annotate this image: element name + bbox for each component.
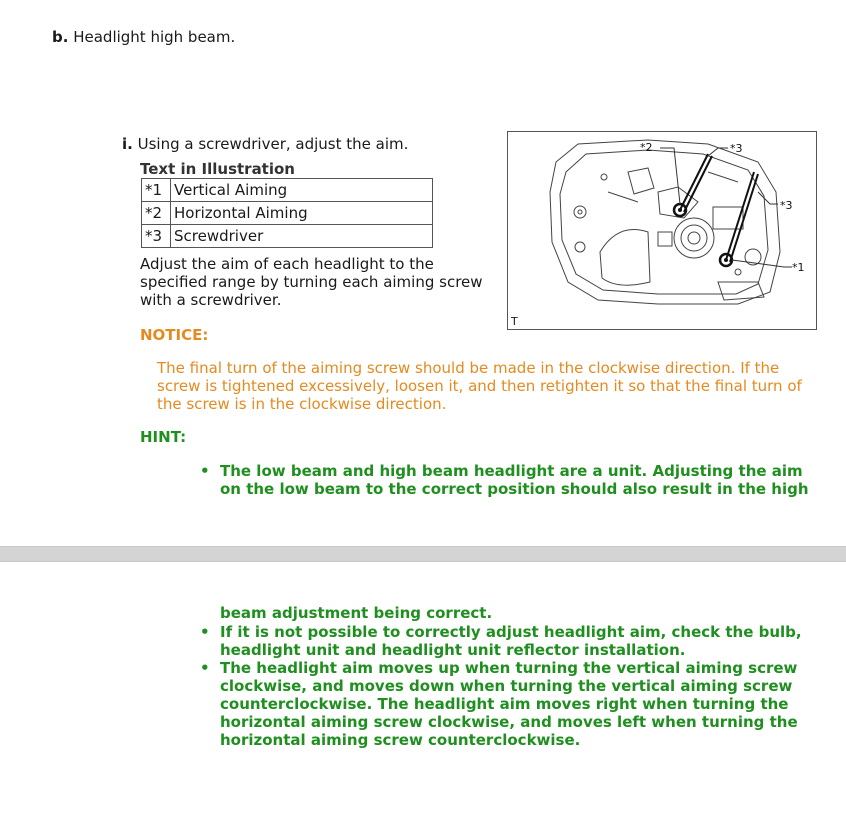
- step-b-text: Headlight high beam.: [73, 28, 236, 46]
- hint-heading: HINT:: [140, 428, 187, 446]
- hint-item-2: If it is not possible to correctly adjust headlight aim, check the bulb, headlight unit and headlight unit reflector installation.: [220, 623, 802, 659]
- legend-key: *3: [142, 225, 171, 248]
- legend-key: *2: [142, 202, 171, 225]
- step-i: [122, 135, 408, 153]
- table-row: [142, 225, 433, 248]
- callout-2: *2: [640, 141, 653, 154]
- step-b: [52, 28, 235, 46]
- hint-item-1-part2: beam adjustment being correct.: [220, 604, 493, 622]
- legend-value: Vertical Aiming: [171, 179, 433, 202]
- screwdriver-lines: [680, 154, 758, 262]
- table-row: [142, 179, 433, 202]
- hint-item-3: The headlight aim moves up when turning the vertical aiming screw clockwise, and moves down when turning the vertical aiming screw counterclockwise. The headlight aim moves right when turning the horizontal aiming screw clockwise, and moves left when turning the horizontal aiming screw counterclockwise.: [220, 659, 798, 749]
- illustration-title: Text in Illustration: [140, 160, 295, 178]
- notice-heading: NOTICE:: [140, 326, 209, 344]
- legend-key: *1: [142, 179, 171, 202]
- hint-item-1-part1: The low beam and high beam headlight are a unit. Adjusting the aim on the low beam to the correct position should also result in the high: [220, 462, 809, 498]
- legend-value: Screwdriver: [171, 225, 433, 248]
- adjust-instruction: Adjust the aim of each headlight to the specified range by turning each aiming screw with a screwdriver.: [140, 255, 483, 309]
- table-row: [142, 202, 433, 225]
- page-separator: [0, 546, 846, 562]
- legend-value: Horizontal Aiming: [171, 202, 433, 225]
- step-i-label: i.: [122, 135, 133, 153]
- bullet-3: •: [200, 659, 210, 677]
- bullet-2: •: [200, 623, 210, 641]
- callout-1: *1: [792, 261, 805, 274]
- callout-3b: *3: [780, 199, 793, 212]
- step-i-text: Using a screwdriver, adjust the aim.: [137, 135, 409, 153]
- illustration-legend-table: [141, 178, 433, 248]
- notice-body: The final turn of the aiming screw should be made in the clockwise direction. If the screw is tightened excessively, loosen it, and then retighten it so that the final turn of the screw is in the clockwise direction.: [157, 359, 802, 413]
- step-b-label: b.: [52, 28, 69, 46]
- bullet-1: •: [200, 462, 210, 480]
- illustration-corner-mark: T: [511, 315, 518, 328]
- callout-3a: *3: [730, 142, 743, 155]
- headlight-drawing: [508, 132, 816, 329]
- headlight-illustration: [507, 131, 817, 330]
